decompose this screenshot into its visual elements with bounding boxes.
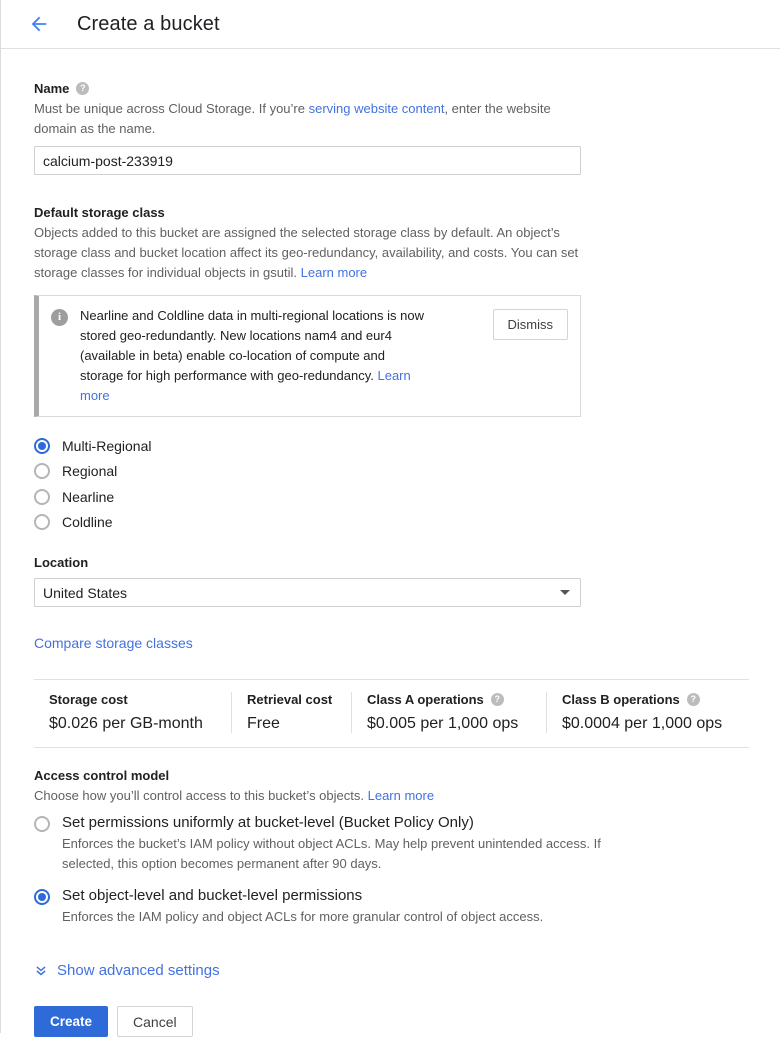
pricing-table	[34, 679, 749, 748]
pricing-value: $0.005 per 1,000 ops	[367, 715, 519, 732]
radio-label: Regional	[62, 463, 118, 480]
storage-class-description	[34, 223, 582, 283]
pricing-header: Class A operations ?	[367, 692, 546, 707]
storage-class-desc-text: Objects added to this bucket are assigned the selected storage class by default. An object’s storage class and bucket location affect its geo-redundancy, availability, and costs. You can set storage classes for individual objects in gsutil.	[34, 225, 579, 280]
banner-message	[80, 306, 427, 406]
create-button[interactable]: Create	[34, 1006, 108, 1037]
radio-label: Nearline	[62, 488, 115, 505]
name-desc-text-after: , enter the website domain as the name.	[34, 101, 551, 136]
double-chevron-down-icon	[34, 964, 48, 978]
pricing-header: Retrieval cost	[247, 692, 333, 707]
name-description	[34, 99, 582, 139]
location-select[interactable]	[34, 578, 581, 607]
page-header	[1, 0, 780, 49]
create-bucket-form	[1, 49, 780, 1037]
radio-nearline[interactable]	[34, 484, 748, 510]
access-control-description	[34, 786, 582, 806]
compare-storage-classes-link[interactable]: Compare storage classes	[34, 635, 193, 651]
storage-class-learn-more-link[interactable]: Learn more	[300, 265, 368, 280]
help-circle-icon[interactable]: ?	[687, 693, 700, 706]
serving-website-content-link[interactable]: serving website content	[308, 101, 445, 116]
name-section	[34, 49, 748, 175]
pricing-value: Free	[247, 715, 280, 732]
back-button[interactable]	[27, 12, 51, 36]
access-control-section	[34, 768, 748, 932]
chevron-down-icon	[560, 590, 570, 595]
radio-icon	[34, 514, 50, 530]
option-label: Set object-level and bucket-level permissions	[62, 887, 363, 904]
radio-label: Coldline	[62, 514, 113, 531]
pricing-col-class-a-ops	[351, 692, 546, 733]
radio-coldline[interactable]	[34, 510, 748, 536]
location-label: Location	[34, 555, 89, 570]
access-control-desc-text: Choose how you’ll control access to this bucket’s objects.	[34, 788, 368, 803]
radio-label: Multi-Regional	[62, 437, 152, 454]
pricing-header: Storage cost	[49, 692, 128, 707]
option-body	[62, 812, 602, 879]
banner-icon-col	[39, 306, 80, 326]
radio-icon	[34, 463, 50, 479]
storage-class-label: Default storage class	[34, 205, 165, 220]
location-section	[34, 555, 748, 607]
storage-class-section	[34, 205, 748, 535]
radio-icon	[34, 438, 50, 454]
radio-icon	[34, 489, 50, 505]
access-control-label: Access control model	[34, 768, 170, 783]
help-circle-icon[interactable]: ?	[76, 82, 89, 95]
page-title: Create a bucket	[77, 12, 220, 35]
storage-class-options	[34, 433, 748, 535]
arrow-back-icon	[28, 13, 50, 35]
option-description: Enforces the bucket’s IAM policy without object ACLs. May help prevent unintended access. If selected, this option becomes permanent after 90 days.	[62, 836, 601, 871]
show-advanced-settings-label: Show advanced settings	[57, 962, 220, 979]
show-advanced-settings[interactable]	[34, 962, 748, 979]
radio-regional[interactable]	[34, 459, 748, 485]
name-label-row	[34, 81, 748, 96]
form-actions	[34, 1006, 748, 1037]
radio-object-level-permissions[interactable]	[34, 885, 748, 932]
cancel-button[interactable]: Cancel	[117, 1006, 193, 1037]
banner-message-text: Nearline and Coldline data in multi-regional locations is now stored geo-redundantly. New locations nam4 and eur4 (available in beta) enable co-location of compute and storage for high performance with geo-redundancy.	[80, 308, 424, 383]
info-banner	[34, 295, 581, 417]
compare-row	[34, 635, 748, 653]
radio-icon	[34, 889, 50, 905]
radio-icon	[34, 816, 50, 832]
option-description: Enforces the IAM policy and object ACLs for more granular control of object access.	[62, 909, 544, 924]
pricing-header: Class B operations ?	[562, 692, 749, 707]
radio-multi-regional[interactable]	[34, 433, 748, 459]
radio-bucket-policy-only[interactable]	[34, 812, 748, 879]
access-control-learn-more-link[interactable]: Learn more	[367, 788, 435, 803]
pricing-value: $0.0004 per 1,000 ops	[562, 715, 723, 732]
pricing-value: $0.026 per GB-month	[49, 715, 203, 732]
name-desc-text: Must be unique across Cloud Storage. If you’re	[34, 101, 309, 116]
option-label: Set permissions uniformly at bucket-level (Bucket Policy Only)	[62, 814, 474, 831]
name-label: Name	[34, 81, 70, 96]
banner-learn-more-link[interactable]: Learn more	[80, 368, 411, 403]
pricing-col-class-b-ops	[546, 692, 749, 733]
dismiss-button[interactable]: Dismiss	[493, 309, 569, 340]
pricing-col-retrieval-cost	[231, 692, 351, 733]
pricing-col-storage-cost	[34, 692, 231, 733]
bucket-name-input[interactable]	[34, 146, 581, 175]
location-selected-value: United States	[43, 584, 128, 601]
option-body	[62, 885, 543, 932]
info-circle-icon: i	[51, 309, 68, 326]
help-circle-icon[interactable]: ?	[491, 693, 504, 706]
